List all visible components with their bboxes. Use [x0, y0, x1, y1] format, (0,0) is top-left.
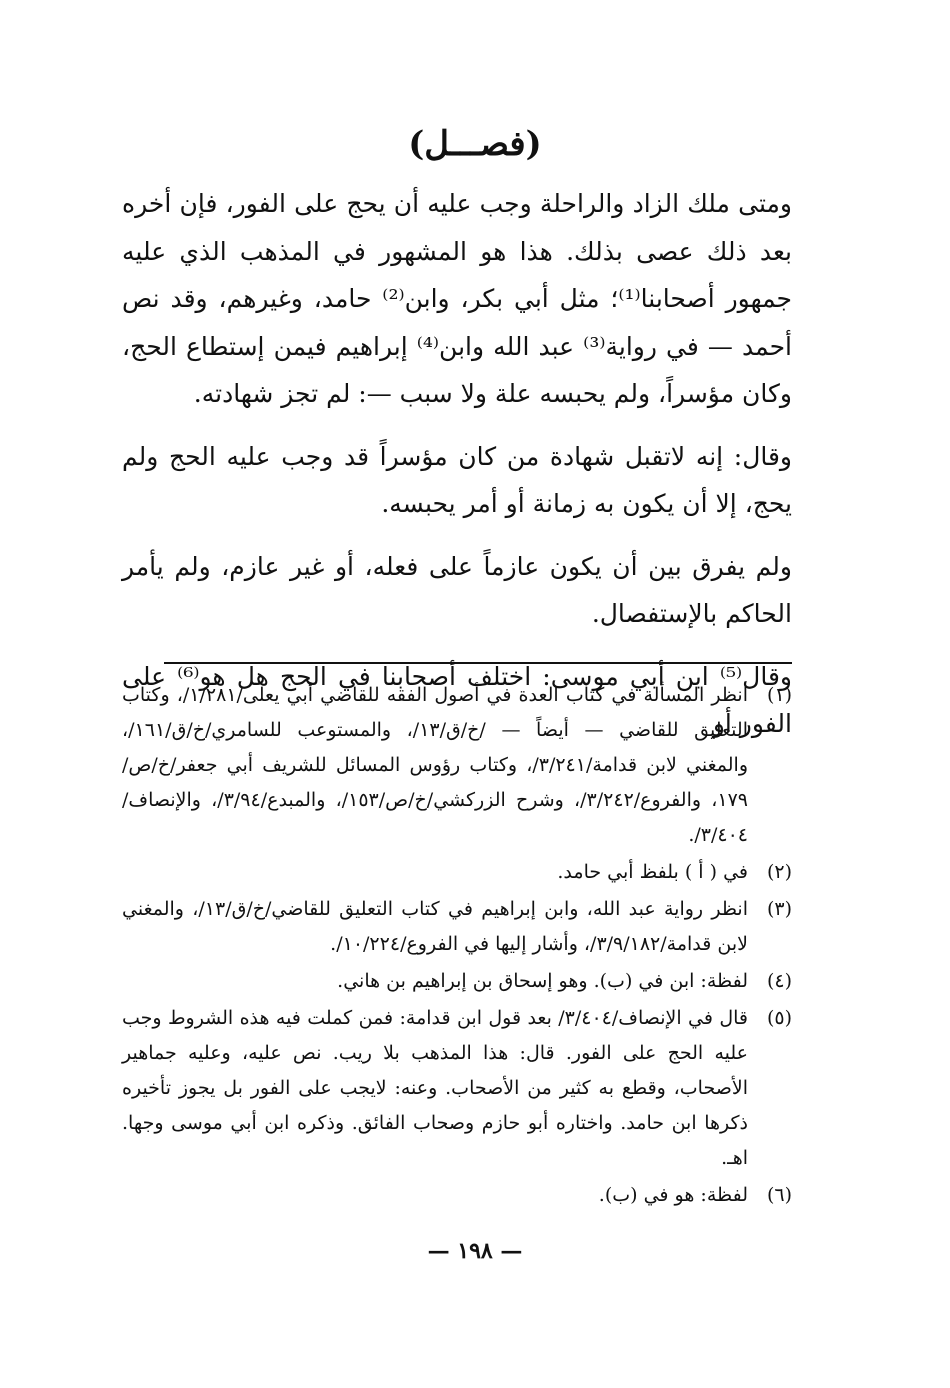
footnote-number: (١)	[766, 684, 792, 706]
footnote	[122, 964, 792, 999]
footnote-number: (٣)	[766, 898, 792, 920]
body-paragraph: وقال⁽⁵⁾ ابن أبي موسى: اختلف أصحابنا في الحج هل هو⁽⁶⁾ على الفور أو	[122, 661, 792, 738]
footnote-text: لفظة: ابن في (ب). وهو إسحاق بن إبراهيم بن هاني.	[337, 970, 748, 992]
footnote	[122, 892, 792, 962]
footnote	[122, 855, 792, 890]
section-heading: (فصـــل)	[408, 124, 542, 164]
footnote	[122, 1001, 792, 1176]
footnote-text: في ( أ ) بلفظ أبي حامد.	[557, 861, 748, 883]
footnote-divider	[164, 662, 792, 664]
footnote-text: لفظة: هو في (ب).	[598, 1184, 748, 1206]
footnotes-section	[122, 678, 792, 1215]
footnote-number: (٤)	[766, 970, 792, 992]
footnote-text: انظر رواية عبد الله، وابن إبراهيم في كتاب التعليق للقاضي/خ/ق/١٣/، والمغني لابن قدامة/٣/٩/١٨٢/، وأشار إليها في الفروع/١٠/٢٢٤/.	[122, 898, 748, 955]
footnote	[122, 1178, 792, 1213]
page-number: — ١٩٨ —	[427, 1238, 523, 1264]
footnote	[122, 678, 792, 853]
footnote-number: (٢)	[766, 861, 792, 883]
footnote-text: انظر المسألة في كتاب العدة في أصول الفقه للقاضي أبي يعلى/١/٢٨١/، وكتاب التعليق للقاضي — أيضاً — /خ/ق/١٣/، والمستوعب للسامري/خ/ق/١٦١/، والمغني لابن قدامة/٣/٢٤١/، وكتاب رؤوس المسائل للشريف أبي جعفر/خ/ص/١٧٩، والفروع/٣/٢٤٢/، وشرح الزركشي/خ/ص/١٥٣/، والمبدع/٣/٩٤/، والإنصاف/٣/٤٠٤/.	[122, 684, 748, 846]
body-paragraph: ولم يفرق بين أن يكون عازماً على فعله، أو غير عازم، ولم يأمر الحاكم بالإستفصال.	[122, 551, 792, 628]
body-paragraph: ومتى ملك الزاد والراحلة وجب عليه أن يحج على الفور، فإن أخره بعد ذلك عصى بذلك. هذا هو المشهور في المذهب الذي عليه جمهور أصحابنا⁽¹⁾؛ مثل أبي بكر، وابن⁽²⁾ حامد، وغيرهم، وقد نص أحمد — في رواية⁽³⁾ عبد الله وابن⁽⁴⁾ إبراهيم فيمن إستطاع الحج، وكان مؤسراً، ولم يحبسه علة ولا سبب —: لم تجز شهادته.	[122, 189, 793, 408]
body-paragraph: وقال: إنه لاتقبل شهادة من كان مؤسراً قد وجب عليه الحج ولم يحج، إلا أن يكون به زمانة أو أمر يحبسه.	[122, 441, 792, 518]
footnote-text: قال في الإنصاف/٣/٤٠٤/ بعد قول ابن قدامة: فمن كملت فيه هذه الشروط وجب عليه الحج على الفور. قال: هذا المذهب بلا ريب. نص عليه، وعليه جماهير الأصحاب، وقطع به كثير من الأصحاب. وعنه: لايجب على الفور بل يجوز تأخيره ذكرها ابن حامد. واختاره أبو حازم وصحاب الفائق. وذكره ابن أبي موسى وجها. اهـ.	[122, 1007, 748, 1169]
footnote-number: (٦)	[766, 1184, 792, 1206]
footnote-number: (٥)	[766, 1007, 792, 1029]
